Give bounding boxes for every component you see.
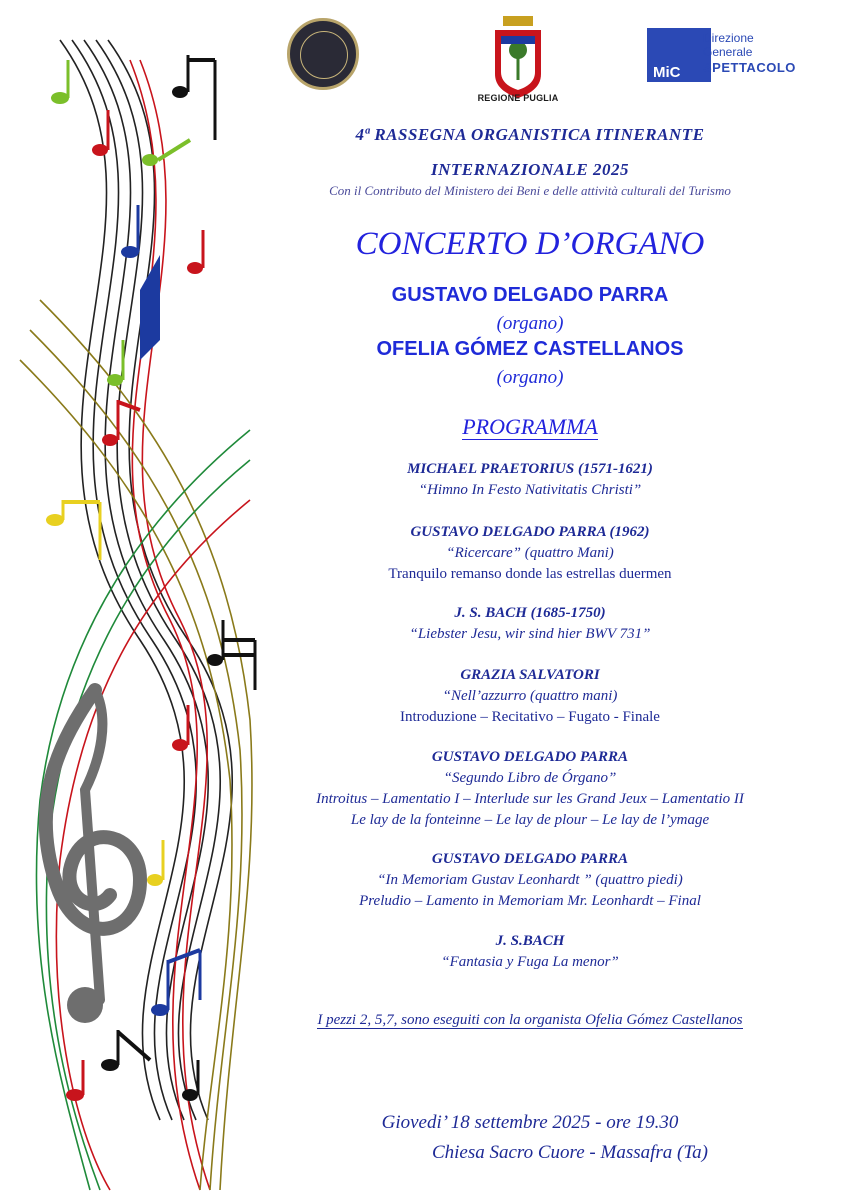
music-staff-artwork [0,0,290,1200]
mic-line3: SPETTACOLO [703,60,796,75]
program-item-composer: GUSTAVO DELGADO PARRA [431,851,629,867]
performers-note: I pezzi 2, 5,7, sono eseguiti con la organista Ofelia Gómez Castellanos [317,1012,743,1028]
performer-name: GUSTAVO DELGADO PARRA [391,284,669,306]
program-item-line: “In Memoriam Gustav Leonhardt ” (quattro piedi) [377,872,683,888]
concert-title: CONCERTO D’ORGANO [355,226,705,262]
performer-role: (organo) [496,367,564,388]
program-item-line: Introduzione – Recitativo – Fugato - Finale [400,709,660,725]
program-item-line: Introitus – Lamentatio I – Interlude sur les Grand Jeux – Lamentatio II [316,791,744,807]
regione-puglia-caption: REGIONE PUGLIA [477,93,559,103]
program-item-composer: J. S.BACH [495,933,565,949]
mic-direzione-text [703,31,796,77]
program-item [270,665,790,728]
music-notes-icon [46,55,255,1101]
mic-logo-label: MiC [653,64,681,81]
mic-line1: Direzione [703,31,754,45]
program-item-line: “Segundo Libro de Órgano” [443,770,617,786]
program-item [270,522,790,585]
contributo-text: Con il Contributo del Ministero dei Beni e delle attività culturali del Turismo [329,183,731,198]
program-item [270,849,790,912]
program-item-composer: GUSTAVO DELGADO PARRA (1962) [410,524,650,540]
program-item-composer: GRAZIA SALVATORI [460,667,600,683]
performer-role: (organo) [496,313,564,334]
performer-name: OFELIA GÓMEZ CASTELLANOS [376,338,684,360]
program-item-line: Le lay de la fonteinne – Le lay de plour – Le lay de l’ymage [350,812,710,828]
program-item-line: “Liebster Jesu, wir sind hier BWV 731” [409,626,651,642]
event-place: Chiesa Sacro Cuore - Massafra (Ta) [431,1142,709,1163]
rassegna-title-line1: 4ª RASSEGNA ORGANISTICA ITINERANTE [355,125,705,144]
staff-line [140,60,210,1190]
program-item-composer: J. S. BACH (1685-1750) [454,605,606,621]
staff-line [84,40,208,1120]
mic-line2: Generale [703,45,753,59]
program-item-line: “Himno In Festo Nativitatis Christi” [418,482,642,498]
program-item [270,603,790,645]
programma-heading: PROGRAMMA [462,414,598,439]
rassegna-title-line2: INTERNAZIONALE 2025 [431,160,629,179]
basilica-seal-logo [287,18,359,90]
program-item-line: Preludio – Lamento in Memoriam Mr. Leonhardt – Final [359,893,701,909]
program-item [270,931,790,973]
program-item-composer: MICHAEL PRAETORIUS (1571-1621) [407,461,653,477]
program-item-line: Tranquilo remanso donde las estrellas duermen [388,566,672,582]
program-item-line: “Nell’azzurro (quattro mani) [442,688,618,704]
program-item-line: “Fantasia y Fuga La menor” [441,954,619,970]
staff-line [96,40,220,1120]
logos-bar [270,0,848,110]
program-item [270,459,790,501]
event-date-time: Giovedi’ 18 settembre 2025 - ore 19.30 [381,1112,679,1133]
program-item-line: “Ricercare” (quattro Mani) [446,545,614,561]
program-item-composer: GUSTAVO DELGADO PARRA [431,749,629,765]
program-item [270,747,790,831]
